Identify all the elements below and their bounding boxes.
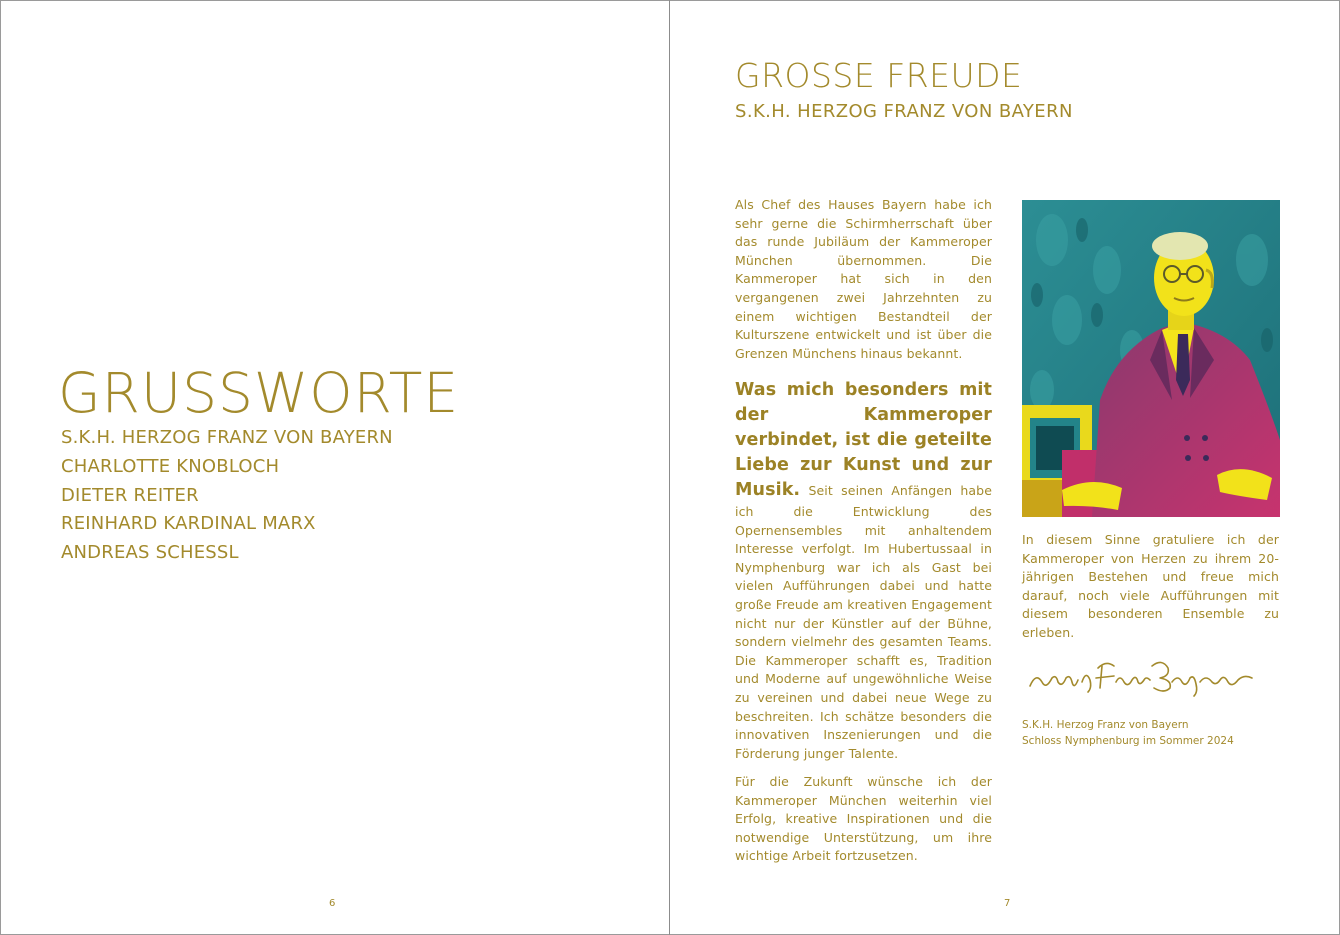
signature-caption: [1022, 717, 1234, 749]
intro-paragraph: [735, 196, 992, 363]
author-item: CHARLOTTE KNOBLOCH: [61, 455, 280, 477]
handwritten-signature: [1022, 652, 1262, 698]
quote-paragraph: [735, 378, 992, 763]
page-gutter: [669, 0, 670, 935]
section-title: GRUSSWORTE: [58, 361, 460, 425]
page-number-left: 6: [329, 898, 336, 909]
page-number-right: 7: [1004, 898, 1011, 909]
quote-text-wrapper: [735, 378, 992, 763]
author-list: [61, 424, 393, 568]
intro-text: Als Chef des Hauses Bayern habe ich sehr gerne die Schirmherrschaft über das runde Jubiläum der Kammeroper München übernommen. Die Kammeroper hat sich in den vergangenen zwei Jahrzehnten zu einem wichtigen Bestandteil der Kulturszene entwickelt und ist über die Grenzen Münchens hinaus bekannt.: [735, 197, 992, 361]
article-subtitle: S.K.H. HERZOG FRANZ VON BAYERN: [735, 101, 1073, 122]
author-item: DIETER REITER: [61, 484, 199, 506]
closing-paragraph: [735, 773, 992, 866]
pull-quote: Was mich besonders mit der Kammeroper verbindet, ist die geteilte Liebe zur Kunst und zur Musik.: [735, 380, 992, 500]
closing-right-text: In diesem Sinne gratuliere ich der Kammeroper von Herzen zu ihrem 20-jährigen Bestehen und freue mich darauf, noch viele Aufführungen mit diesem besonderen Ensemble zu erleben.: [1022, 532, 1279, 640]
closing-text: Für die Zukunft wünsche ich der Kammeroper München weiterhin viel Erfolg, kreative Inspirationen und die notwendige Unterstützung, um ihre wichtige Arbeit fortzusetzen.: [735, 774, 992, 864]
portrait-photo: [1022, 200, 1280, 517]
article-title: GROSSE FREUDE: [735, 56, 1023, 95]
author-item: ANDREAS SCHESSL: [61, 542, 239, 564]
caption-name: S.K.H. Herzog Franz von Bayern: [1022, 719, 1189, 731]
quote-continuation: Seit seinen Anfängen habe ich die Entwicklung des Opernensembles mit anhaltendem Interesse verfolgt. Im Hubertussaal in Nymphenburg war ich als Gast bei vielen Aufführungen dabei und hatte große Freude am kreativen Engagement nicht nur der Künstler auf der Bühne, sondern vielmehr des gesamten Teams. Die Kammeroper schafft es, Tradition und Moderne auf ungewöhnliche Weise zu vereinen und dabei neue Wege zu beschreiten. Ich schätze besonders die innovativen Inszenierungen und die Förderung junger Talente.: [735, 483, 992, 761]
author-item: REINHARD KARDINAL MARX: [61, 513, 316, 535]
author-item: S.K.H. HERZOG FRANZ VON BAYERN: [61, 427, 393, 448]
closing-right-paragraph: [1022, 531, 1279, 643]
caption-place: Schloss Nymphenburg im Sommer 2024: [1022, 735, 1234, 747]
